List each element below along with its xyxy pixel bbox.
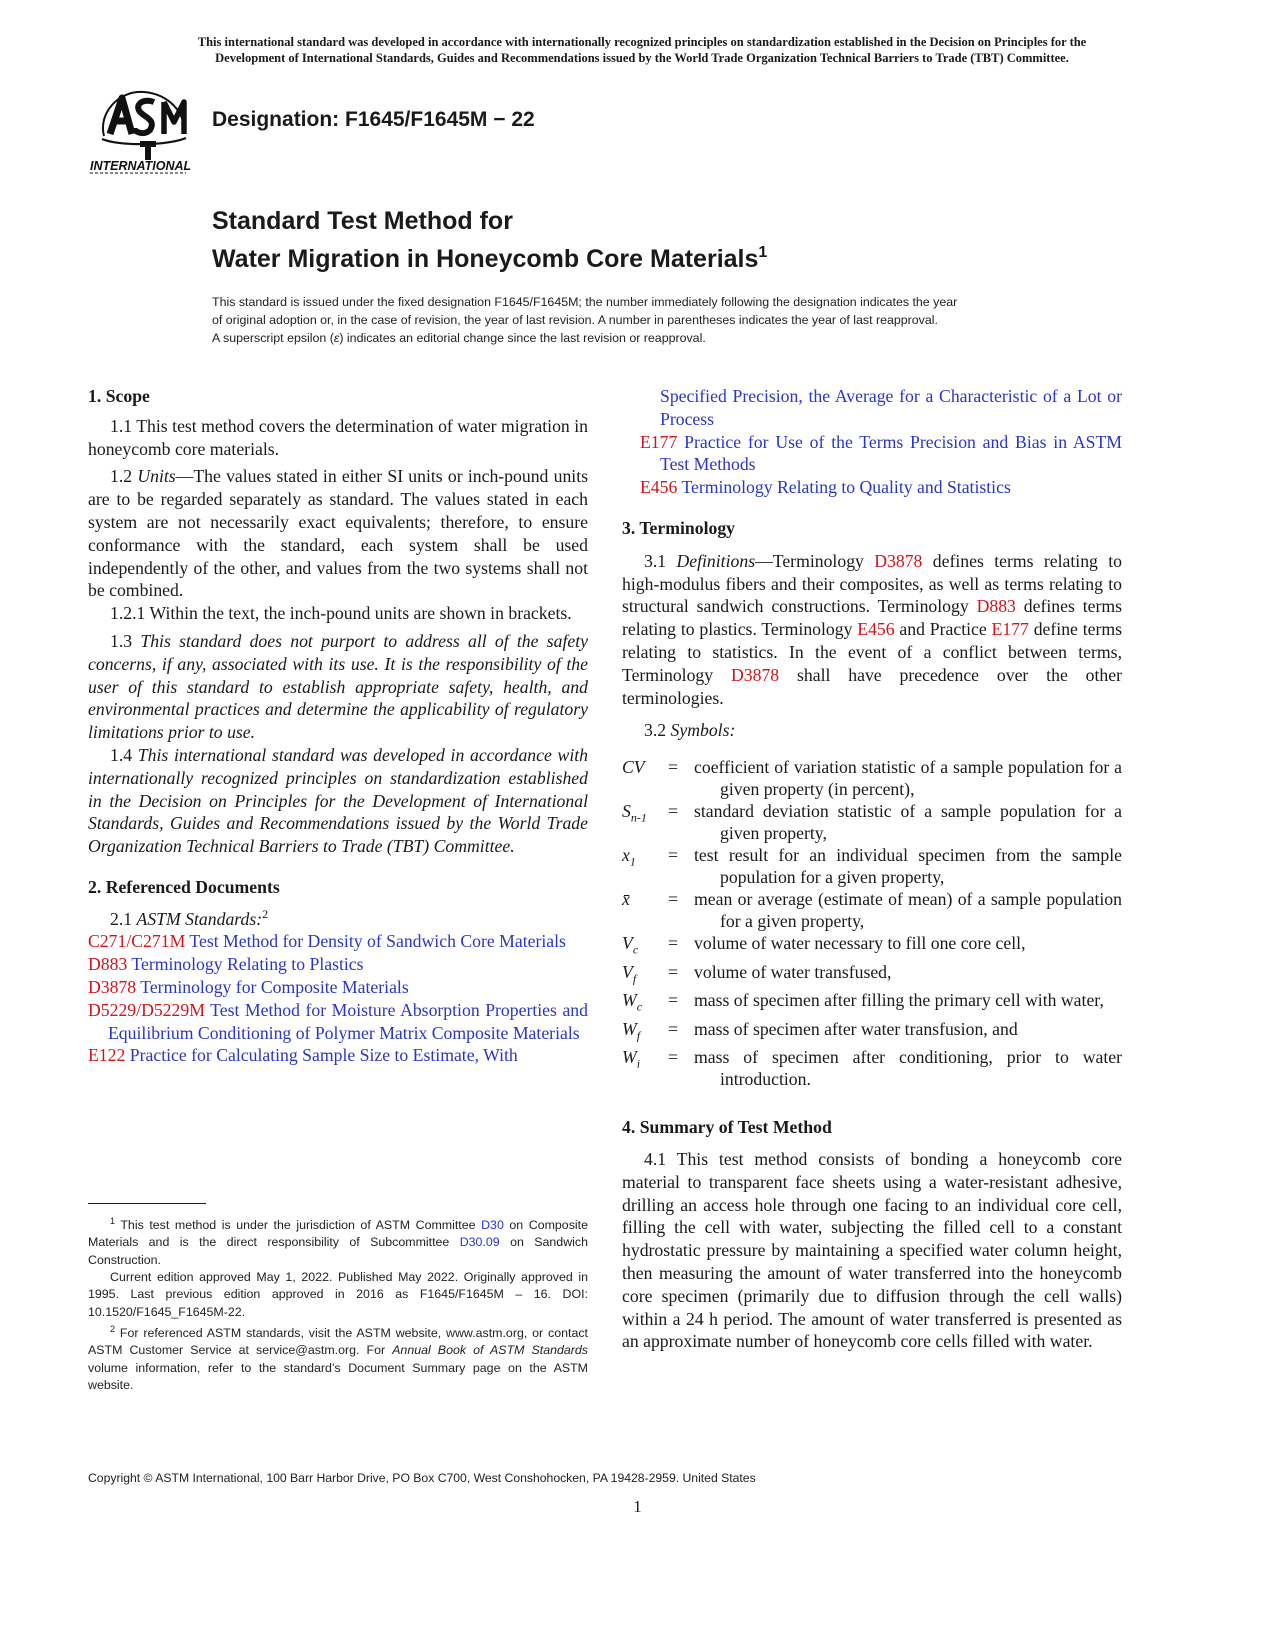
symbol-row bbox=[622, 1046, 1122, 1090]
astm-standards-intro bbox=[88, 903, 588, 931]
ref-d3878-title[interactable]: Terminology for Composite Materials bbox=[140, 977, 409, 998]
symbol bbox=[622, 932, 668, 961]
symbol-equals: = bbox=[668, 1018, 678, 1039]
symbol-row bbox=[622, 844, 1122, 888]
symbol-equals: = bbox=[668, 801, 678, 822]
ref-e177-title[interactable]: Practice for Use of the Terms Precision and Bias in ASTM Test Methods bbox=[660, 431, 1123, 475]
symbol bbox=[622, 888, 668, 932]
top-notice bbox=[80, 34, 1204, 66]
link-e456[interactable]: E456 bbox=[857, 619, 895, 640]
standard-note-line-3a: A superscript epsilon ( bbox=[212, 331, 334, 345]
ref-c271[interactable] bbox=[88, 930, 588, 953]
title-line-1: Standard Test Method for bbox=[212, 207, 513, 235]
footnote-link-d30-09[interactable]: D30.09 bbox=[459, 1235, 500, 1250]
title-footnote-mark: 1 bbox=[758, 244, 768, 261]
scope-1-2-text: —The values stated in either SI units or inch-pound units are to be regarded separately as standard. The values stated in each system are not necessarily exact equivalents; therefore, to ensure conformance with the standard, each system shall be used independently of the other, and values from the two systems shall not be combined. bbox=[88, 466, 588, 601]
ref-e177[interactable] bbox=[622, 431, 1122, 477]
symbol-main: V bbox=[622, 933, 633, 954]
symbol-row bbox=[622, 932, 1122, 961]
scope-1-4-italic: This international standard was developed in accordance with internationally recognized principles on standardization established in the Decision on Principles for the Development of International Standards, Guides and Recommendations issued by the World Trade Organization Technical Barriers to Trade (TBT) Committee. bbox=[88, 744, 588, 857]
footnote-2 bbox=[88, 1321, 588, 1394]
symbol-definition: mean or average (estimate of mean) of a sample population for a given property, bbox=[694, 889, 1122, 932]
ref-c271-title[interactable]: Test Method for Density of Sandwich Core Materials bbox=[189, 931, 566, 952]
symbol-main: CV bbox=[622, 757, 645, 778]
ref-d5229[interactable] bbox=[88, 999, 588, 1045]
footnote-1 bbox=[88, 1213, 588, 1269]
symbol-subscript: 1 bbox=[629, 854, 636, 869]
title-line-2 bbox=[212, 237, 767, 275]
link-e177[interactable]: E177 bbox=[991, 619, 1029, 640]
astm-standards-num: 2.1 bbox=[110, 908, 137, 929]
symbol-subscript: f bbox=[636, 1028, 641, 1043]
symbol-definition: test result for an individual specimen from the sample population for a given property, bbox=[694, 845, 1122, 888]
symbol-main: S bbox=[622, 801, 631, 822]
terminology-3-1-b: defines terms relating to high-modulus fibers and their composites, as well as terms relating to structural sandwich constructions. Terminology bbox=[622, 550, 1122, 617]
footnote-edition: Current edition approved May 1, 2022. Published May 2022. Originally approved in 1995. Last previous edition approved in 2016 as F1645/F1645M – 16. DOI: 10.1520/F1645_F1645M-22. bbox=[88, 1270, 588, 1319]
terminology-3-2-num: 3.2 bbox=[644, 720, 671, 741]
left-column bbox=[88, 385, 588, 1067]
terminology-3-2 bbox=[622, 719, 1122, 742]
copyright: Copyright © ASTM International, 100 Barr Harbor Drive, PO Box C700, West Conshohocken, PA 19428-2959. United States bbox=[88, 1471, 756, 1485]
ref-d3878[interactable] bbox=[88, 976, 588, 999]
footnote-1-b: on Composite Materials and is the direct responsibility of Subcommittee bbox=[88, 1218, 588, 1250]
ref-d5229-code[interactable]: D5229/D5229M bbox=[88, 999, 205, 1020]
scope-1-4 bbox=[88, 744, 588, 858]
symbol-row bbox=[622, 989, 1122, 1018]
terminology-3-1-f: shall have precedence over the other terminologies. bbox=[622, 664, 1122, 708]
symbol bbox=[622, 1046, 668, 1090]
title-line-2-text: Water Migration in Honeycomb Core Materials bbox=[212, 245, 759, 273]
terminology-heading: 3. Terminology bbox=[622, 517, 736, 538]
astm-logo bbox=[88, 84, 200, 176]
scope-1-1: 1.1 This test method covers the determination of water migration in honeycomb core materials. bbox=[88, 415, 588, 459]
standard-note-line-2: of original adoption or, in the case of revision, the year of last revision. A number in parentheses indicates the year of last reapproval. bbox=[212, 313, 938, 327]
footnote-1-c: on Sandwich Construction. bbox=[88, 1235, 588, 1267]
symbol bbox=[622, 989, 668, 1018]
symbol-definition: mass of specimen after filling the primary cell with water, bbox=[694, 990, 1104, 1011]
link-d3878-2[interactable]: D3878 bbox=[730, 664, 780, 685]
symbol bbox=[622, 756, 668, 800]
terminology-3-2-italic: Symbols: bbox=[670, 720, 736, 741]
ref-e177-code[interactable]: E177 bbox=[640, 431, 678, 452]
symbol-main: V bbox=[622, 961, 633, 982]
summary-4-1: 4.1 This test method consists of bonding a honeycomb core material to transparent face sheets using a water-resistant adhesive, drilling an access hole through one facing to an individual core cell, filling the cell with water, subjecting the filled cell to a constant hydrostatic pressure by maintaining a specified water column height, then measuring the amount of water transferred into the honeycomb core specimen (primarily due to diffusion through the cell walls) within a 24 h period. The amount of water transferred is presented as an approximate number of honeycomb core cells filled with water. bbox=[622, 1149, 1122, 1352]
right-column bbox=[622, 385, 1122, 1353]
symbol-equals: = bbox=[668, 961, 678, 982]
scope-1-2-italic: Units bbox=[137, 466, 176, 487]
ref-e122[interactable] bbox=[88, 1044, 588, 1067]
footnotes bbox=[88, 1213, 588, 1394]
symbol-definition: coefficient of variation statistic of a sample population for a given property (in percent), bbox=[694, 757, 1122, 800]
symbol-subscript: c bbox=[632, 942, 639, 957]
symbols-list bbox=[622, 756, 1122, 1090]
symbol-subscript: i bbox=[636, 1056, 641, 1071]
document-title bbox=[212, 205, 767, 275]
footnote-1-mark: 1 bbox=[110, 1216, 116, 1226]
symbol-main: W bbox=[622, 990, 637, 1011]
symbol-definition: standard deviation statistic of a sample population for a given property, bbox=[694, 801, 1122, 844]
symbol-main: W bbox=[622, 1018, 637, 1039]
ref-e456-code[interactable]: E456 bbox=[640, 477, 678, 498]
symbol-equals: = bbox=[668, 990, 678, 1011]
symbol-subscript: f bbox=[632, 971, 637, 986]
symbol-subscript: n-1 bbox=[630, 810, 647, 825]
footnote-rule bbox=[88, 1203, 206, 1204]
ref-e122-title[interactable]: Practice for Calculating Sample Size to Estimate, With bbox=[129, 1045, 518, 1066]
scope-1-2-num: 1.2 bbox=[110, 466, 138, 487]
symbol-row bbox=[622, 800, 1122, 844]
scope-1-3-italic: This standard does not purport to address all of the safety concerns, if any, associated with its use. It is the responsibility of the user of this standard to establish appropriate safety, health, and environmental practices and determine the applicability of regulatory limitations prior to use. bbox=[88, 630, 589, 743]
footnote-2-mark: 2 bbox=[110, 1323, 116, 1334]
ref-d5229-title[interactable]: Test Method for Moisture Absorption Properties and Equilibrium Conditioning of Polymer Matrix Composite Materials bbox=[108, 999, 588, 1043]
symbol-equals: = bbox=[668, 757, 678, 778]
symbol-equals: = bbox=[668, 1047, 678, 1068]
ref-e456-title[interactable]: Terminology Relating to Quality and Statistics bbox=[681, 477, 1011, 498]
symbol-equals: = bbox=[668, 889, 678, 910]
symbol bbox=[622, 844, 668, 888]
astm-logo-mark-icon bbox=[102, 92, 186, 160]
symbol-definition: mass of specimen after water transfusion, and bbox=[694, 1018, 1018, 1039]
summary-heading: 4. Summary of Test Method bbox=[622, 1117, 832, 1138]
footnote-2-italic: Annual Book of ASTM Standards bbox=[392, 1343, 588, 1358]
symbol-row bbox=[622, 1018, 1122, 1047]
symbol bbox=[622, 1018, 668, 1047]
terminology-3-1-e: define terms relating to statistics. In the event of a conflict between terms, Terminology bbox=[622, 619, 1122, 685]
terminology-3-1-d: and Practice bbox=[894, 619, 992, 640]
symbol-definition: volume of water necessary to fill one core cell, bbox=[694, 933, 1026, 954]
epsilon-symbol: ε bbox=[333, 331, 340, 345]
symbol bbox=[622, 800, 668, 844]
standard-note-line-1: This standard is issued under the fixed designation F1645/F1645M; the number immediately following the designation indicates the year bbox=[212, 295, 958, 309]
ref-c271-code[interactable]: C271/C271M bbox=[88, 931, 186, 952]
astm-standards-label: ASTM Standards: bbox=[136, 908, 263, 929]
designation: Designation: F1645/F1645M − 22 bbox=[212, 108, 535, 131]
standard-note bbox=[212, 293, 1072, 347]
standard-note-line-3b: ) indicates an editorial change since the last revision or reapproval. bbox=[339, 331, 706, 345]
page-number: 1 bbox=[633, 1497, 642, 1516]
top-notice-line-1: This international standard was developed in accordance with internationally recognized principles on standardization established in the Decision on Principles for the bbox=[197, 35, 1087, 49]
symbol-main: x̄ bbox=[622, 889, 630, 910]
symbol-row bbox=[622, 961, 1122, 990]
ref-e122-continued[interactable]: Specified Precision, the Average for a Characteristic of a Lot or Process bbox=[660, 386, 1122, 429]
link-d883[interactable]: D883 bbox=[976, 596, 1016, 617]
terminology-3-1-num: 3.1 bbox=[644, 550, 677, 571]
referenced-documents-heading: 2. Referenced Documents bbox=[88, 876, 280, 897]
symbol-row bbox=[622, 756, 1122, 800]
ref-d883-code[interactable]: D883 bbox=[88, 954, 128, 975]
footnote-2-a: For referenced ASTM standards, visit the ASTM website, www.astm.org, or contact ASTM Customer Service at service@astm.org. For bbox=[88, 1326, 588, 1358]
symbol-equals: = bbox=[668, 845, 678, 866]
logo-text: INTERNATIONAL bbox=[90, 159, 192, 173]
ref-e456[interactable] bbox=[622, 476, 1122, 499]
symbol-equals: = bbox=[668, 933, 678, 954]
terminology-3-1-c: defines terms relating to plastics. Terminology bbox=[622, 596, 1123, 640]
symbol-definition: mass of specimen after conditioning, prior to water introduction. bbox=[694, 1047, 1122, 1090]
footnote-link-d30[interactable]: D30 bbox=[481, 1218, 504, 1233]
ref-e122-code[interactable]: E122 bbox=[88, 1045, 126, 1066]
terminology-3-1 bbox=[622, 550, 1122, 710]
footnote-1-a: This test method is under the jurisdiction of ASTM Committee bbox=[115, 1218, 482, 1233]
symbol-main: x bbox=[622, 845, 630, 866]
ref-d3878-code[interactable]: D3878 bbox=[88, 977, 137, 998]
symbol-main: W bbox=[622, 1047, 637, 1068]
astm-standards-footnote-mark: 2 bbox=[262, 906, 269, 921]
ref-d883[interactable] bbox=[88, 953, 588, 976]
terminology-3-1-italic: Definitions bbox=[676, 550, 756, 571]
top-notice-line-2: Development of International Standards, Guides and Recommendations issued by the World Trade Organization Technical Barriers to Trade (TBT) Committee. bbox=[215, 51, 1069, 65]
scope-1-2 bbox=[88, 465, 588, 602]
scope-1-2-1: 1.2.1 Within the text, the inch-pound units are shown in brackets. bbox=[110, 603, 572, 624]
symbol-row bbox=[622, 888, 1122, 932]
symbol-definition: volume of water transfused, bbox=[694, 961, 892, 982]
ref-d883-title[interactable]: Terminology Relating to Plastics bbox=[131, 954, 364, 975]
scope-1-4-num: 1.4 bbox=[110, 744, 138, 765]
link-d3878[interactable]: D3878 bbox=[874, 550, 923, 571]
scope-heading: 1. Scope bbox=[88, 386, 150, 406]
symbol-subscript: c bbox=[636, 999, 643, 1014]
scope-1-3 bbox=[88, 630, 588, 744]
symbol bbox=[622, 961, 668, 990]
scope-1-3-num: 1.3 bbox=[110, 630, 141, 651]
standard-note-line-3 bbox=[212, 329, 1072, 347]
terminology-3-1-a: —Terminology bbox=[755, 550, 875, 571]
footnote-2-b: volume information, refer to the standard’s Document Summary page on the ASTM website. bbox=[88, 1360, 588, 1392]
